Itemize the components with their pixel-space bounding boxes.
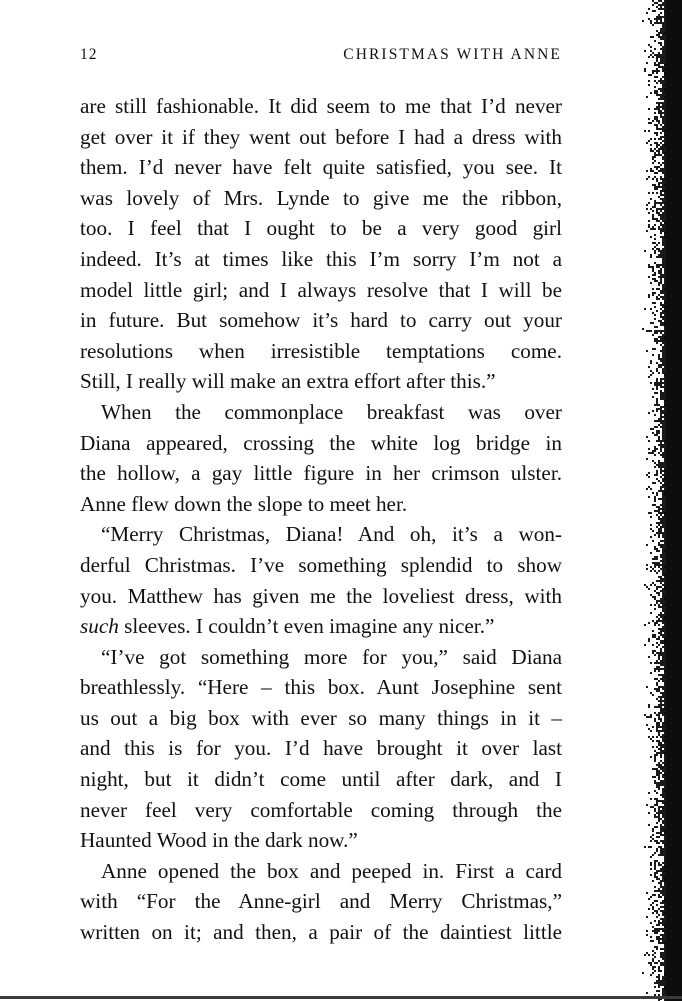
- text-line: are still fashionable. It did seem to me that I’d never: [80, 94, 562, 118]
- text-line: Anne flew down the slope to meet her.: [80, 491, 408, 516]
- text-line: resolutions when irresistible temptations come.: [80, 338, 562, 363]
- text-line: night, but it didn’t come until after dark, and I: [80, 767, 562, 792]
- text-line: [80, 611, 562, 642]
- text-line: you. Matthew has given me the loveliest dress, with: [80, 583, 562, 608]
- book-title: CHRISTMAS WITH ANNE: [343, 46, 562, 63]
- text-line: too. I feel that I ought to be a very good girl: [80, 216, 562, 241]
- text-line: “Merry Christmas, Diana! And oh, it’s a won-: [101, 522, 562, 547]
- text-line-rest: sleeves. I couldn’t even imagine any nicer.”: [118, 614, 495, 639]
- body-text: [80, 91, 562, 948]
- emphasized-word: such: [80, 614, 119, 639]
- text-line: When the commonplace breakfast was over: [101, 399, 562, 424]
- text-line: in future. But somehow it’s hard to carry out your: [80, 308, 562, 333]
- text-line: “I’ve got something more for you,” said Diana: [101, 644, 562, 669]
- text-line: and this is for you. I’d have brought it over last: [80, 736, 562, 761]
- text-line: them. I’d never have felt quite satisfied, you see. It: [80, 155, 562, 180]
- text-line: Haunted Wood in the dark now.”: [80, 828, 358, 853]
- text-line: derful Christmas. I’ve something splendid to show: [80, 552, 562, 577]
- text-line: was lovely of Mrs. Lynde to give me the ribbon,: [80, 185, 562, 210]
- running-head: [80, 46, 562, 70]
- text-line: get over it if they went out before I had a dress with: [80, 124, 562, 149]
- text-line: Still, I really will make an extra effort after this.”: [80, 369, 496, 394]
- text-line: model little girl; and I always resolve that I will be: [80, 277, 562, 302]
- text-line: the hollow, a gay little figure in her crimson ulster.: [80, 461, 562, 486]
- text-line: never feel very comfortable coming through the: [80, 797, 562, 822]
- text-line: Diana appeared, crossing the white log bridge in: [80, 430, 562, 455]
- text-line: Anne opened the box and peeped in. First a card: [101, 858, 562, 883]
- page-number: 12: [80, 46, 98, 63]
- binding-shadow: [620, 0, 682, 1001]
- text-line: indeed. It’s at times like this I’m sorry I’m not a: [80, 246, 562, 271]
- text-line: written on it; and then, a pair of the daintiest little: [80, 920, 562, 945]
- text-line: breathlessly. “Here – this box. Aunt Josephine sent: [80, 675, 562, 700]
- bottom-edge-shadow: [0, 996, 682, 999]
- text-line: with “For the Anne-girl and Merry Christmas,”: [80, 889, 562, 914]
- text-line: us out a big box with ever so many things in it –: [80, 705, 562, 730]
